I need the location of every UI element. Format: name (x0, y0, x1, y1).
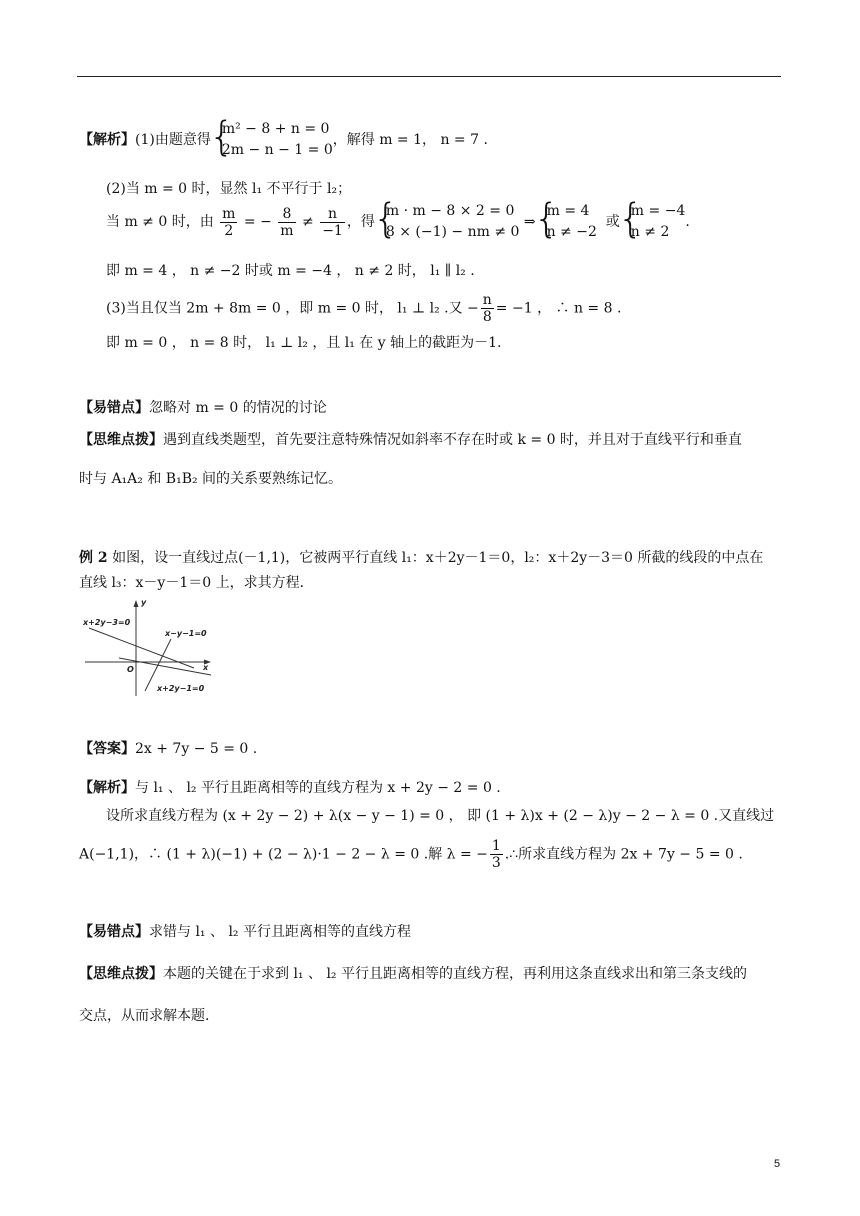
frac-m-over-2 (220, 206, 237, 239)
frac-n-over-8 (481, 292, 494, 325)
p2-sys2a: { m = 4 (546, 203, 590, 219)
thinking-point-2-cont: 交点，从而求解本题. (79, 1008, 210, 1024)
p2-sys3a: { m = −4 (630, 203, 686, 219)
p2-system1 (375, 201, 520, 243)
or-word: 或 (605, 214, 620, 230)
frac-n-over-neg1 (320, 206, 345, 239)
frac-den: 3 (491, 855, 501, 871)
implies-sign: ⇒ (523, 214, 536, 230)
sol-line3 (79, 838, 743, 871)
frac-den: −1 (322, 222, 343, 239)
error-text: 忽略对 m = 0 的情况的讨论 (149, 400, 327, 416)
p2-system2 (536, 201, 597, 243)
solution-part1 (79, 119, 488, 161)
p2-sys1b: 8 × (−1) − nm ≠ 0 (385, 224, 520, 240)
sol-line1 (79, 778, 501, 798)
origin-label: O (127, 665, 134, 674)
p2-sys2b: n ≠ −2 (546, 224, 597, 240)
error-label: 【易错点】 (79, 924, 149, 940)
p2-line3: 即 m = 4 ， n ≠ −2 时或 m = −4 ， n ≠ 2 时， l₁ ∥ l₂ . (106, 263, 475, 279)
frac-num: m (222, 205, 236, 222)
question-text: 如图，设一直线过点(－1,1)，它被两平行直线 l₁：x＋2y－1＝0，l₂：x＋2y－3＝0 所截的线段的中点在 (112, 550, 764, 566)
neq-sign: ≠ (302, 214, 314, 230)
frac-1-over-3 (490, 838, 503, 871)
error-point-2 (79, 922, 411, 942)
sol-line2: 设所求直线方程为 (x + 2y − 2) + λ(x − y − 1) = 0 ， 即 (1 + λ)x + (2 − λ)y − 2 − λ = 0 .又直线过 (106, 808, 775, 824)
p2-line1: (2)当 m = 0 时，显然 l₁ 不平行于 l₂； (106, 181, 352, 197)
p1-result: ，解得 m = 1， n = 7 . (332, 132, 488, 148)
p1-eq1: { m² − 8 + n = 0 (221, 121, 330, 137)
eq-minus: = − (243, 214, 272, 230)
frac-num: 1 (491, 838, 501, 854)
analysis-label: 【解析】 (79, 780, 135, 796)
answer-label: 【答案】 (79, 741, 135, 757)
answer-text: 2x + 7y − 5 = 0 . (135, 741, 258, 757)
frac-num: n (320, 206, 345, 223)
example-label: 例 2 (79, 550, 108, 566)
p3-line1 (106, 292, 621, 325)
l1-label: x+2y−1=0 (157, 684, 205, 693)
answer-line (79, 739, 257, 759)
p2-sys3b: n ≠ 2 (630, 224, 670, 240)
frac-8-over-m (278, 206, 295, 239)
header-rule (77, 76, 781, 77)
y-axis-label: y (141, 598, 147, 607)
thinking-label: 【思维点拨】 (79, 966, 163, 982)
p3-line2: 即 m = 0 ， n = 8 时， l₁ ⊥ l₂ ，且 l₁ 在 y 轴上的截距为－1. (106, 335, 502, 351)
frac-den: m (280, 222, 294, 239)
p2-system3 (620, 201, 686, 243)
frac-den: 8 (482, 309, 492, 325)
sol-text1: 与 l₁ 、 l₂ 平行且距离相等的直线方程为 x + 2y − 2 = 0 . (135, 780, 501, 796)
thinking-point-1 (79, 430, 742, 450)
error-label: 【易错点】 (79, 400, 149, 416)
error-text: 求错与 l₁ 、 l₂ 平行且距离相等的直线方程 (149, 924, 411, 940)
frac-num: 8 (278, 206, 295, 223)
frac-num: n (482, 292, 492, 308)
page-number: 5 (774, 1158, 781, 1170)
frac-den: 2 (224, 222, 234, 239)
p2-line2b: ，得 (346, 214, 375, 230)
x-axis-label: x (203, 663, 209, 672)
sol-text3a: A(−1,1)，∴ (1 + λ)(−1) + (2 − λ)·1 − 2 − λ = 0 .解 λ = − (79, 846, 488, 863)
error-point-1 (79, 398, 327, 418)
lines-figure (79, 596, 229, 700)
l2-label: x+2y−3=0 (83, 618, 131, 627)
analysis-label: 【解析】 (79, 132, 135, 148)
p2-sys1a: { m · m − 8 × 2 = 0 (385, 203, 515, 219)
p1-intro: (1)由题意得 (135, 132, 211, 148)
l3-label: x−y−1=0 (165, 629, 207, 638)
sol-text3b: .∴所求直线方程为 2x + 7y − 5 = 0 . (504, 846, 743, 863)
thinking-point-2 (79, 964, 747, 984)
example2-question-cont: 直线 l₃：x－y－1＝0 上，求其方程． (79, 575, 314, 591)
p1-system (211, 119, 333, 161)
thinking-point-1-cont: 时与 A₁A₂ 和 B₁B₂ 间的关系要熟练记忆。 (79, 471, 343, 487)
p3-line1b: = −1 ， ∴ n = 8 . (495, 300, 622, 317)
example2-question (79, 548, 763, 568)
p3-line1a: (3)当且仅当 2m + 8m = 0 ，即 m = 0 时， l₁ ⊥ l₂ .又 − (106, 300, 479, 317)
p1-eq2: 2m − n − 1 = 0 (221, 142, 333, 158)
p2-line2 (106, 201, 690, 243)
p2-line2a: 当 m ≠ 0 时，由 (106, 214, 214, 230)
thinking-text: 遇到直线类题型，首先要注意特殊情况如斜率不存在时或 k = 0 时，并且对于直线平行和垂直 (163, 432, 742, 448)
thinking-text: 本题的关键在于求到 l₁ 、 l₂ 平行且距离相等的直线方程，再利用这条直线求出和第三条支线的 (163, 966, 747, 982)
thinking-label: 【思维点拨】 (79, 432, 163, 448)
p2-end: . (685, 214, 690, 230)
